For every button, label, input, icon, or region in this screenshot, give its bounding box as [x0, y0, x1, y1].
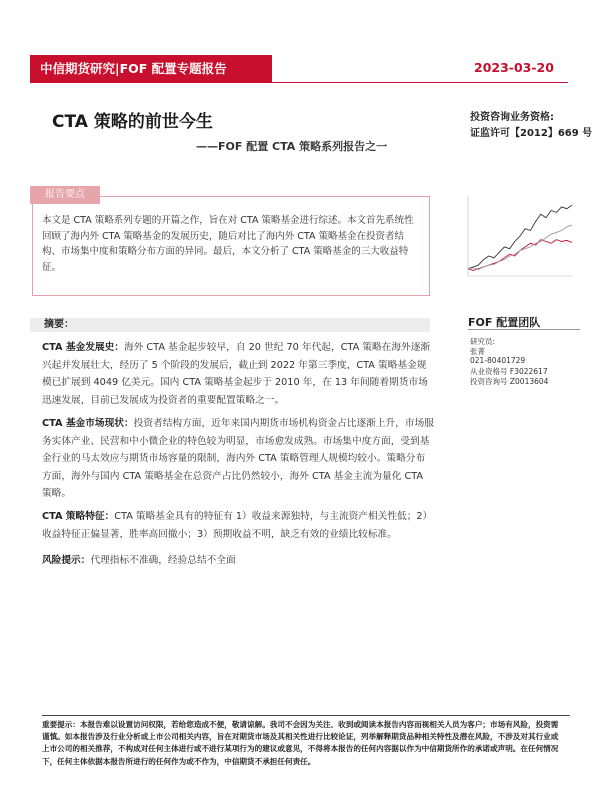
abstract-paragraph-2 — [42, 415, 434, 503]
chart-line-series-black — [468, 205, 572, 269]
team-member-name: 张菁 — [470, 347, 485, 356]
summary-text: 本文是 CTA 策略系列专题的开篇之作，旨在对 CTA 策略基金进行综述。本文首先系统性回顾了海内外 CTA 策略基金的发展历史，随后对比了海内外 CTA 策略基金在投资者结构、市场集中度和策略分布方面的异同。最后，本文分析了 CTA 策略基金的三大收益特征。 — [42, 215, 414, 273]
paragraph-body: 代理指标不准确，经验总结不全面 — [90, 555, 236, 566]
chart-line-series-gray — [468, 225, 572, 269]
team-phone: 021-80401729 — [470, 356, 526, 365]
paragraph-body: CTA 策略基金具有的特征有 1）收益来源独特，与主流资产相关性低；2）收益特征正偏显著，胜率高回撤小；3）预期收益不明，缺乏有效的业绩比较标准。 — [42, 511, 433, 540]
report-date: 2023-03-20 — [474, 60, 554, 75]
brand-banner: 中信期货研究|FOF 配置专题报告 — [30, 55, 272, 82]
team-title: FOF 配置团队 — [468, 316, 541, 329]
team-license-1: 从业资格号 F3022617 — [470, 367, 548, 376]
summary-tag: 报告要点 — [30, 186, 100, 204]
team-license-2: 投资咨询号 Z0013604 — [470, 377, 549, 386]
cover-chart-svg — [460, 188, 578, 288]
qualification-value: 证监许可【2012】669 号 — [470, 128, 593, 139]
report-subtitle: ——FOF 配置 CTA 策略系列报告之一 — [196, 140, 388, 153]
report-title: CTA 策略的前世今生 — [52, 112, 213, 132]
chart-line-series-red — [468, 240, 572, 271]
abstract-paragraph-3 — [42, 508, 434, 543]
cover-chart — [460, 188, 578, 288]
team-divider — [468, 329, 580, 330]
qualification-label: 投资咨询业务资格: — [470, 112, 554, 123]
header-divider — [30, 82, 568, 83]
disclaimer-divider — [42, 715, 570, 716]
abstract-paragraph-1 — [42, 339, 434, 409]
paragraph-head: CTA 基金发展史： — [42, 342, 124, 353]
abstract-header — [30, 318, 430, 332]
paragraph-head: CTA 策略特征： — [42, 511, 115, 522]
team-role: 研究员: — [470, 337, 496, 346]
abstract-label: 摘要： — [44, 319, 74, 330]
disclaimer-text: 重要提示：本报告难以设置访问权限，若给您造成不便，敬请谅解。我司不会因为关注、收到或阅读本报告内容而视相关人员为客户；市场有风险，投资需谨慎。如本报告涉及行业分析或上市公司相关内容，旨在对期货市场及其相关性进行比较论证，列举解释期货品种相关特性及潜在风险，不涉及对其行业或上市公司的相关推荐，不构成对任何主体进行或不进行某项行为的建议或意见，不得将本报告的任何内容据以作为中信期货所作的承诺或声明。在任何情况下，任何主体依据本报告所进行的任何作为或不作为，中信期货不承担任何责任。 — [42, 720, 559, 766]
abstract-paragraph-4 — [42, 552, 434, 570]
paragraph-head: 风险提示： — [42, 555, 91, 566]
paragraph-body: 海外 CTA 基金起步较早，自 20 世纪 70 年代起，CTA 策略在海外逐渐兴起并发展壮大，经历了 5 个阶段的发展后，截止到 2022 年第三季度，CTA 策略基金规模已扩展到 4049 亿美元。国内 CTA 策略基金起步于 2010 年，在 13 年间随着期货市场迅速发展，目前已发展成为投资者的重要配置策略之一。 — [42, 342, 431, 406]
paragraph-body: 投资者结构方面，近年来国内期货市场机构资金占比逐渐上升，市场服务实体产业、民营和中小微企业的特色较为明显，市场愈发成熟。市场集中度方面，受到基金行业的马太效应与期货市场容量的限制，海内外 CTA 策略管理人规模均较小。策略分布方面，海外与国内 CTA 策略基金在总资产占比仍然较小，海外 CTA 基金主流为量化 CTA 策略。 — [42, 418, 434, 499]
paragraph-head: CTA 基金市场现状： — [42, 418, 134, 429]
